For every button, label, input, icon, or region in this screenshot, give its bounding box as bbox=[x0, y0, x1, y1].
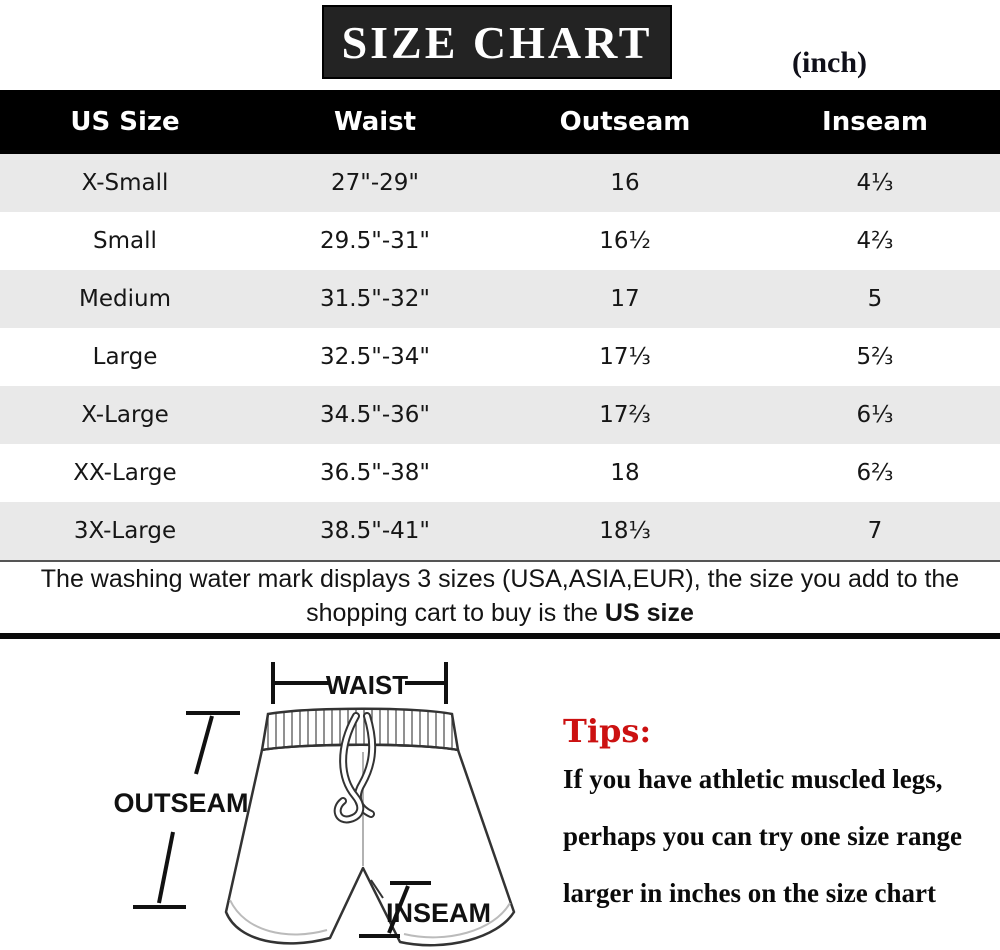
table-cell: 27"-29" bbox=[331, 170, 419, 196]
size-table-body bbox=[0, 154, 1000, 560]
size-table bbox=[0, 90, 1000, 562]
elastic-waistband bbox=[262, 709, 458, 750]
table-row bbox=[0, 386, 1000, 444]
tips-line-2: perhaps you can try one size range bbox=[563, 821, 962, 851]
table-row bbox=[0, 444, 1000, 502]
title-box bbox=[322, 5, 672, 79]
table-cell: 31.5"-32" bbox=[320, 286, 430, 312]
table-cell: 4⅔ bbox=[856, 228, 894, 254]
table-header-row bbox=[0, 90, 1000, 154]
tips-line-3: larger in inches on the size chart bbox=[563, 878, 936, 908]
column-header-waist: Waist bbox=[333, 107, 417, 137]
table-cell: 17⅓ bbox=[599, 344, 651, 370]
table-row bbox=[0, 212, 1000, 270]
table-cell: 5 bbox=[867, 286, 883, 312]
table-cell: 17⅔ bbox=[599, 402, 651, 428]
table-cell: 38.5"-41" bbox=[320, 518, 430, 544]
unit-label: (inch) bbox=[792, 46, 867, 79]
page-title: SIZE CHART bbox=[341, 16, 653, 68]
section-divider bbox=[0, 633, 1000, 639]
outseam-label: OUTSEAM bbox=[113, 788, 249, 818]
table-cell: 6⅓ bbox=[856, 402, 894, 428]
waist-dimension bbox=[273, 662, 446, 704]
table-cell: 18 bbox=[610, 460, 640, 486]
table-cell: 29.5"-31" bbox=[320, 228, 430, 254]
table-cell: 5⅔ bbox=[856, 344, 894, 370]
table-cell: 17 bbox=[610, 286, 640, 312]
shorts-measurement-diagram bbox=[0, 640, 560, 950]
table-cell: 6⅔ bbox=[856, 460, 894, 486]
washing-mark-note bbox=[0, 562, 1000, 630]
inseam-label: INSEAM bbox=[386, 898, 492, 928]
table-cell: Small bbox=[93, 228, 157, 254]
table-cell: Medium bbox=[79, 286, 171, 312]
table-row bbox=[0, 270, 1000, 328]
tips-section bbox=[563, 712, 997, 935]
table-cell: 7 bbox=[867, 518, 883, 544]
table-cell: X-Large bbox=[81, 402, 169, 428]
note-line-1: The washing water mark displays 3 sizes (USA,ASIA,EUR), the size you add to the bbox=[40, 565, 960, 593]
table-cell: X-Small bbox=[81, 170, 169, 196]
table-row bbox=[0, 328, 1000, 386]
table-row bbox=[0, 154, 1000, 212]
table-cell: 32.5"-34" bbox=[320, 344, 430, 370]
table-row bbox=[0, 502, 1000, 560]
column-header-us-size: US Size bbox=[70, 107, 180, 137]
outseam-dimension bbox=[114, 713, 249, 907]
note-us-size-emphasis: US size bbox=[604, 599, 694, 627]
waist-label: WAIST bbox=[325, 670, 409, 700]
table-cell: Large bbox=[92, 344, 158, 370]
table-cell: 16 bbox=[610, 170, 640, 196]
table-cell: 36.5"-38" bbox=[320, 460, 430, 486]
table-cell: 34.5"-36" bbox=[320, 402, 430, 428]
table-cell: 3X-Large bbox=[73, 518, 177, 544]
tips-heading: Tips: bbox=[563, 712, 652, 750]
tips-line-1: If you have athletic muscled legs, bbox=[563, 764, 943, 794]
table-cell: 4⅓ bbox=[856, 170, 894, 196]
table-cell: 16½ bbox=[599, 228, 651, 254]
column-header-inseam: Inseam bbox=[822, 107, 928, 137]
table-cell: 18⅓ bbox=[599, 518, 651, 544]
note-line-2-text: shopping cart to buy is the bbox=[306, 599, 605, 627]
table-cell: XX-Large bbox=[73, 460, 177, 486]
column-header-outseam: Outseam bbox=[559, 107, 691, 137]
note-line-2 bbox=[0, 596, 1000, 630]
